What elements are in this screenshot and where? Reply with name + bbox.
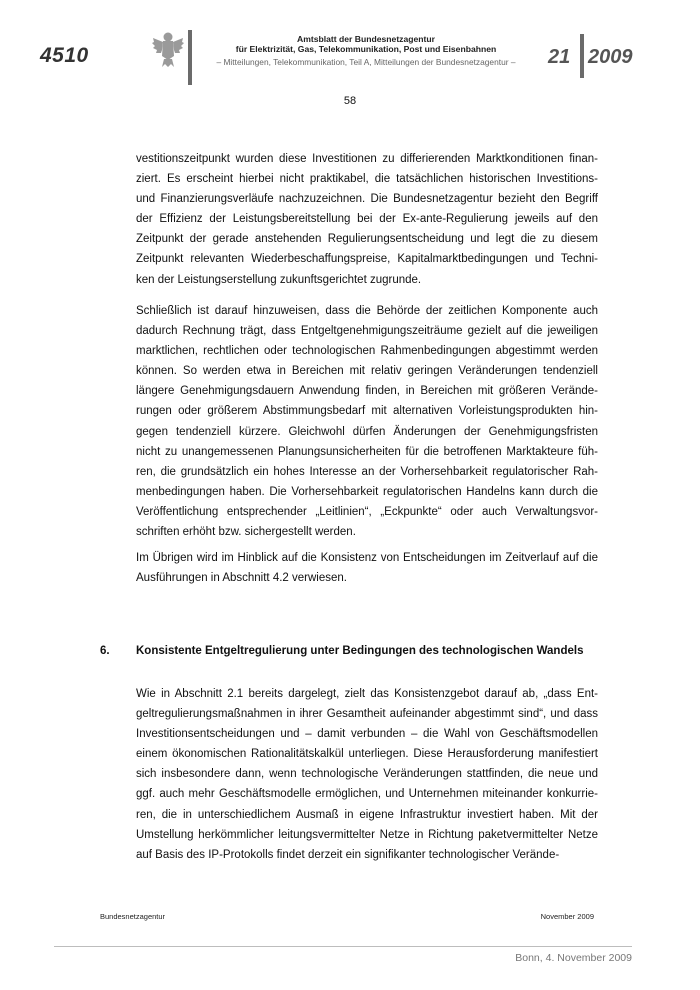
text-line: ziert. Es erscheint hierbei nicht praktikabel, die tatsächlichen historischen Investitions-	[136, 173, 598, 186]
text-line: marktlichen, rechtlichen oder technologischen Rahmenbedingungen abgestimmt werden	[136, 345, 598, 358]
text-line: rungen oder größerem Abstimmungsbedarf mit alternativen Vorleistungsprodukten hin-	[136, 405, 598, 418]
text-line: gegen tendenziell kürzere. Gleichwohl dürfen Änderungen der Genehmigungsfristen	[136, 425, 598, 438]
text-line: schriften erhöht bzw. sichergestellt werden.	[136, 526, 356, 539]
header-divider	[188, 30, 192, 85]
journal-title: Amtsblatt der Bundesnetzagentur	[297, 34, 435, 44]
text-line: Wie in Abschnitt 2.1 bereits dargelegt, zielt das Konsistenzgebot darauf ab, „dass Ent-	[136, 688, 598, 700]
journal-subtitle: – Mitteilungen, Telekommunikation, Teil A, Mitteilungen der Bundesnetzagentur –	[216, 57, 516, 67]
paragraph-2	[136, 301, 598, 542]
text-line: ken der Leistungserstellung zukunftsgerichtet zugrunde.	[136, 273, 422, 286]
federal-eagle-icon	[152, 30, 184, 68]
text-line: Schließlich ist darauf hinzuweisen, dass die Behörde der zeitlichen Komponente auch	[136, 305, 598, 317]
section-title: Konsistente Entgeltregulierung unter Bedingungen des technologischen Wandels	[136, 645, 584, 657]
text-line: längere Genehmigungsdauern Anwendung finden, in Bereichen mit größeren Verände-	[136, 385, 598, 398]
text-line: Im Übrigen wird im Hinblick auf die Konsistenz von Entscheidungen im Zeitverlauf auf die	[136, 552, 598, 564]
text-line: ggf. auch mehr Geschäftsmodelle ermöglichen, und Unternehmen miteinander konkurrie-	[136, 788, 598, 801]
text-line: dadurch Rechnung trägt, dass Entgeltgenehmigungszeiträume gezielt auf die jeweiligen	[136, 325, 598, 338]
text-line: Veröffentlichung entsprechender „Leitlinien“, „Eckpunkte“ oder auch Verwaltungsvor-	[136, 505, 598, 518]
paragraph-4	[136, 684, 598, 865]
footer-publisher: Bundesnetzagentur	[100, 912, 166, 921]
text-line: Investitionsentscheidungen und – damit verbunden – die Wahl von Geschäftsmodellen	[136, 728, 598, 741]
text-line: Ausführungen in Abschnitt 4.2 verwiesen.	[136, 572, 347, 585]
journal-title-line2: für Elektrizität, Gas, Telekommunikation, Post und Eisenbahnen	[235, 44, 497, 54]
text-line: sich insbesondere dann, wenn technologische Veränderungen stattfinden, die neue und	[136, 768, 598, 781]
section-number: 6.	[100, 645, 110, 657]
text-line: Umstellung herkömmlicher leitungsvermittelter Netze in Richtung paketvermittelter Netze	[136, 828, 598, 841]
text-line: einem ökonomischen Rationalitätskalkül unterliegen. Diese Herausforderung manifestiert	[136, 748, 598, 761]
footer-date: Bonn, 4. November 2009	[515, 952, 632, 964]
text-line: auf Basis des IP-Protokolls findet derzeit ein signifikanter technologischer Verände-	[136, 848, 560, 861]
text-line: der Effizienz der Leistungsbereitstellung bei der Ex-ante-Regulierung jeweils auf den	[136, 213, 598, 226]
footer-month: November 2009	[540, 912, 594, 921]
issue-divider	[580, 34, 584, 78]
text-line: Zeitpunkt der gerade anstehenden Regulierungsentscheidung und legt die zu diesem	[136, 233, 598, 246]
text-line: ren, die grundsätzlich ein hohes Interesse an der Vorhersehbarkeit regulatorischer Rah-	[136, 465, 598, 478]
text-line: Zeitpunkt relevanten Wiederbeschaffungspreise, Kapitalmarktbedingungen und Techni-	[136, 253, 598, 266]
paragraph-3	[136, 548, 598, 588]
text-line: vestitionszeitpunkt wurden diese Investitionen zu differierenden Marktkonditionen finan-	[136, 153, 598, 165]
issue-year: 2009	[588, 46, 633, 68]
page-index: 58	[343, 95, 357, 107]
text-line: und Finanzierungsverläufe nachzuzeichnen. Die Bundesnetzagentur bezieht den Begriff	[136, 193, 598, 206]
text-line: menbedingungen haben. Die Vorhersehbarkeit regulatorischen Handelns kann durch die	[136, 485, 598, 498]
text-line: ren, die in unterschiedlichem Ausmaß in eigene Infrastruktur investiert haben. Mit der	[136, 808, 598, 821]
text-line: geltregulierungsmaßnahmen in ihrer Gesamtheit aufeinander abgestimmt sind“, und dass	[136, 708, 598, 721]
text-line: nicht zu unangemessenen Planungsunsicherheiten für die betroffenen Marktakteure füh-	[136, 445, 598, 458]
issue-number: 21	[548, 46, 571, 68]
paragraph-1	[136, 149, 598, 290]
text-line: können. So werden etwa in Bereichen mit relativ geringen Veränderungen tendenziell	[136, 365, 598, 378]
footer-divider	[54, 946, 632, 947]
page-number: 4510	[40, 44, 89, 67]
